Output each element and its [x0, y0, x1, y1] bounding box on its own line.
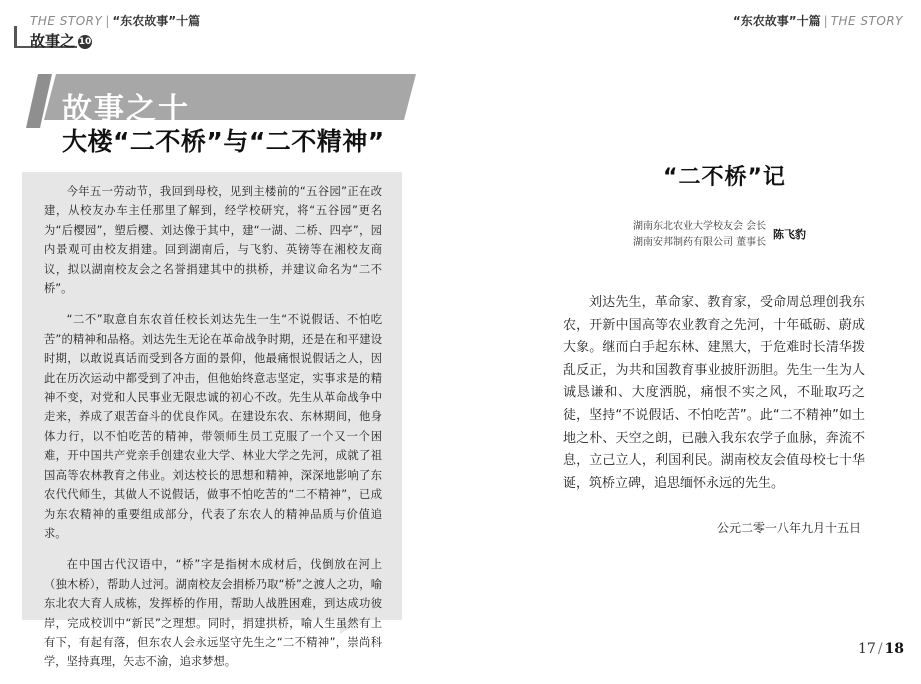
story-paragraph-1: 今年五一劳动节，我回到母校，见到主楼前的“五谷园”正在改建，从校友办车主任那里了解到，经学校研究，将“五谷园”更名为“后樱园”，塑后樱、刘达像于其中，建“一湖、二桥、四亭”，园内景观可由校友捐建。回到湖南后，与飞豹、英镑等在湘校友商议，拟以湖南校友会之名誉捐建其中的拱桥，并建议命名为“二不桥”。 [44, 185, 382, 296]
memo-author-affiliation [633, 219, 766, 251]
header-right-separator: | [823, 14, 828, 28]
page-current: 17 [858, 641, 876, 657]
header-right [733, 12, 903, 29]
story-paragraph-2: “二不”取意自东农首任校长刘达先生一生“不说假话、不怕吃苦”的精神和品格。刘达先生无论在革命战争时期，还是在和平建设时期，以敢说真话而受到各方面的景仰，他最痛恨说假话之人，因此在历次运动中都受到了冲击，但他始终意志坚定，实事求是的精神不变，对党和人民事业无限忠诚的初心不改。先生从革命战争中走来，养成了艰苦奋斗的优良作风。在建设东农、东林期间，他身体力行，以不怕吃苦的精神，带领师生员工克服了一个又一个困难，开中国共产党亲手创建农业大学、林业大学之先河，成就了祖国高等农林教育之伟业。刘达校长的思想和精神，深深地影响了东农代代师生，其做人不说假话，做事不怕吃苦的“二不精神”，已成为东农精神的重要组成部分，代表了东农人的精神品质与价值追求。 [44, 313, 382, 540]
page-total: 18 [884, 641, 905, 657]
memo-author-name: 陈飞豹 [773, 228, 806, 241]
story-title: 故事之十 [62, 92, 190, 127]
story-paragraph-3: 在中国古代汉语中，“桥”字是指树木成材后，伐倒放在河上（独木桥），帮助人过河。湖南校友会捐桥乃取“桥”之渡人之功，喻东北农大育人成栋，发挥桥的作用，帮助人战胜困难，到达成功彼岸，完成校训中“新民”之理想。同时，捐建拱桥，喻人生虽然有上有下，有起有落，但东农人会永远坚守先生之“二不精神”，崇尚科学，坚持真理，矢志不渝，追求梦想。 [44, 558, 382, 669]
memo-text: 刘达先生，革命家、教育家，受命周总理创我东农，开新中国高等农业教育之先河，十年砥砺、蔚成大象。继而白手起东林、建黑大，于危难时长清华拨乱反正，为共和国教育事业披肝沥胆。先生一生为人诚恳谦和、大度洒脱，痛恨不实之风，不耻取巧之徒，坚持“不说假话、不怕吃苦”。此“二不精神”如土地之朴、天空之朗，已融入我东农学子血脉，奔流不息，立己立人，利国利民。湖南校友会值母校七十华诞，筑桥立碑，追思缅怀永远的先生。 [563, 295, 865, 491]
header-right-en: THE STORY [830, 14, 903, 28]
header-left-en: THE STORY [30, 14, 103, 28]
page-number [858, 641, 904, 657]
section-number-badge: 10 [78, 36, 92, 47]
page-separator: / [877, 641, 883, 657]
memo-author-line-1: 湖南东北农业大学校友会 会长 [633, 221, 767, 232]
story-body [44, 182, 382, 684]
memo-title: “二不桥”记 [663, 165, 786, 190]
section-label-text: 故事之 [30, 32, 76, 50]
header-left-separator: | [105, 14, 110, 28]
memo-author-line-2: 湖南安邦制药有限公司 董事长 [633, 237, 767, 248]
header-right-cn: “东农故事”十篇 [732, 14, 821, 28]
memo-date: 公元二零一八年九月十五日 [717, 521, 862, 535]
header-left-cn: “东农故事”十篇 [112, 14, 201, 28]
story-subtitle: 大楼“二不桥”与“二不精神” [62, 127, 385, 156]
